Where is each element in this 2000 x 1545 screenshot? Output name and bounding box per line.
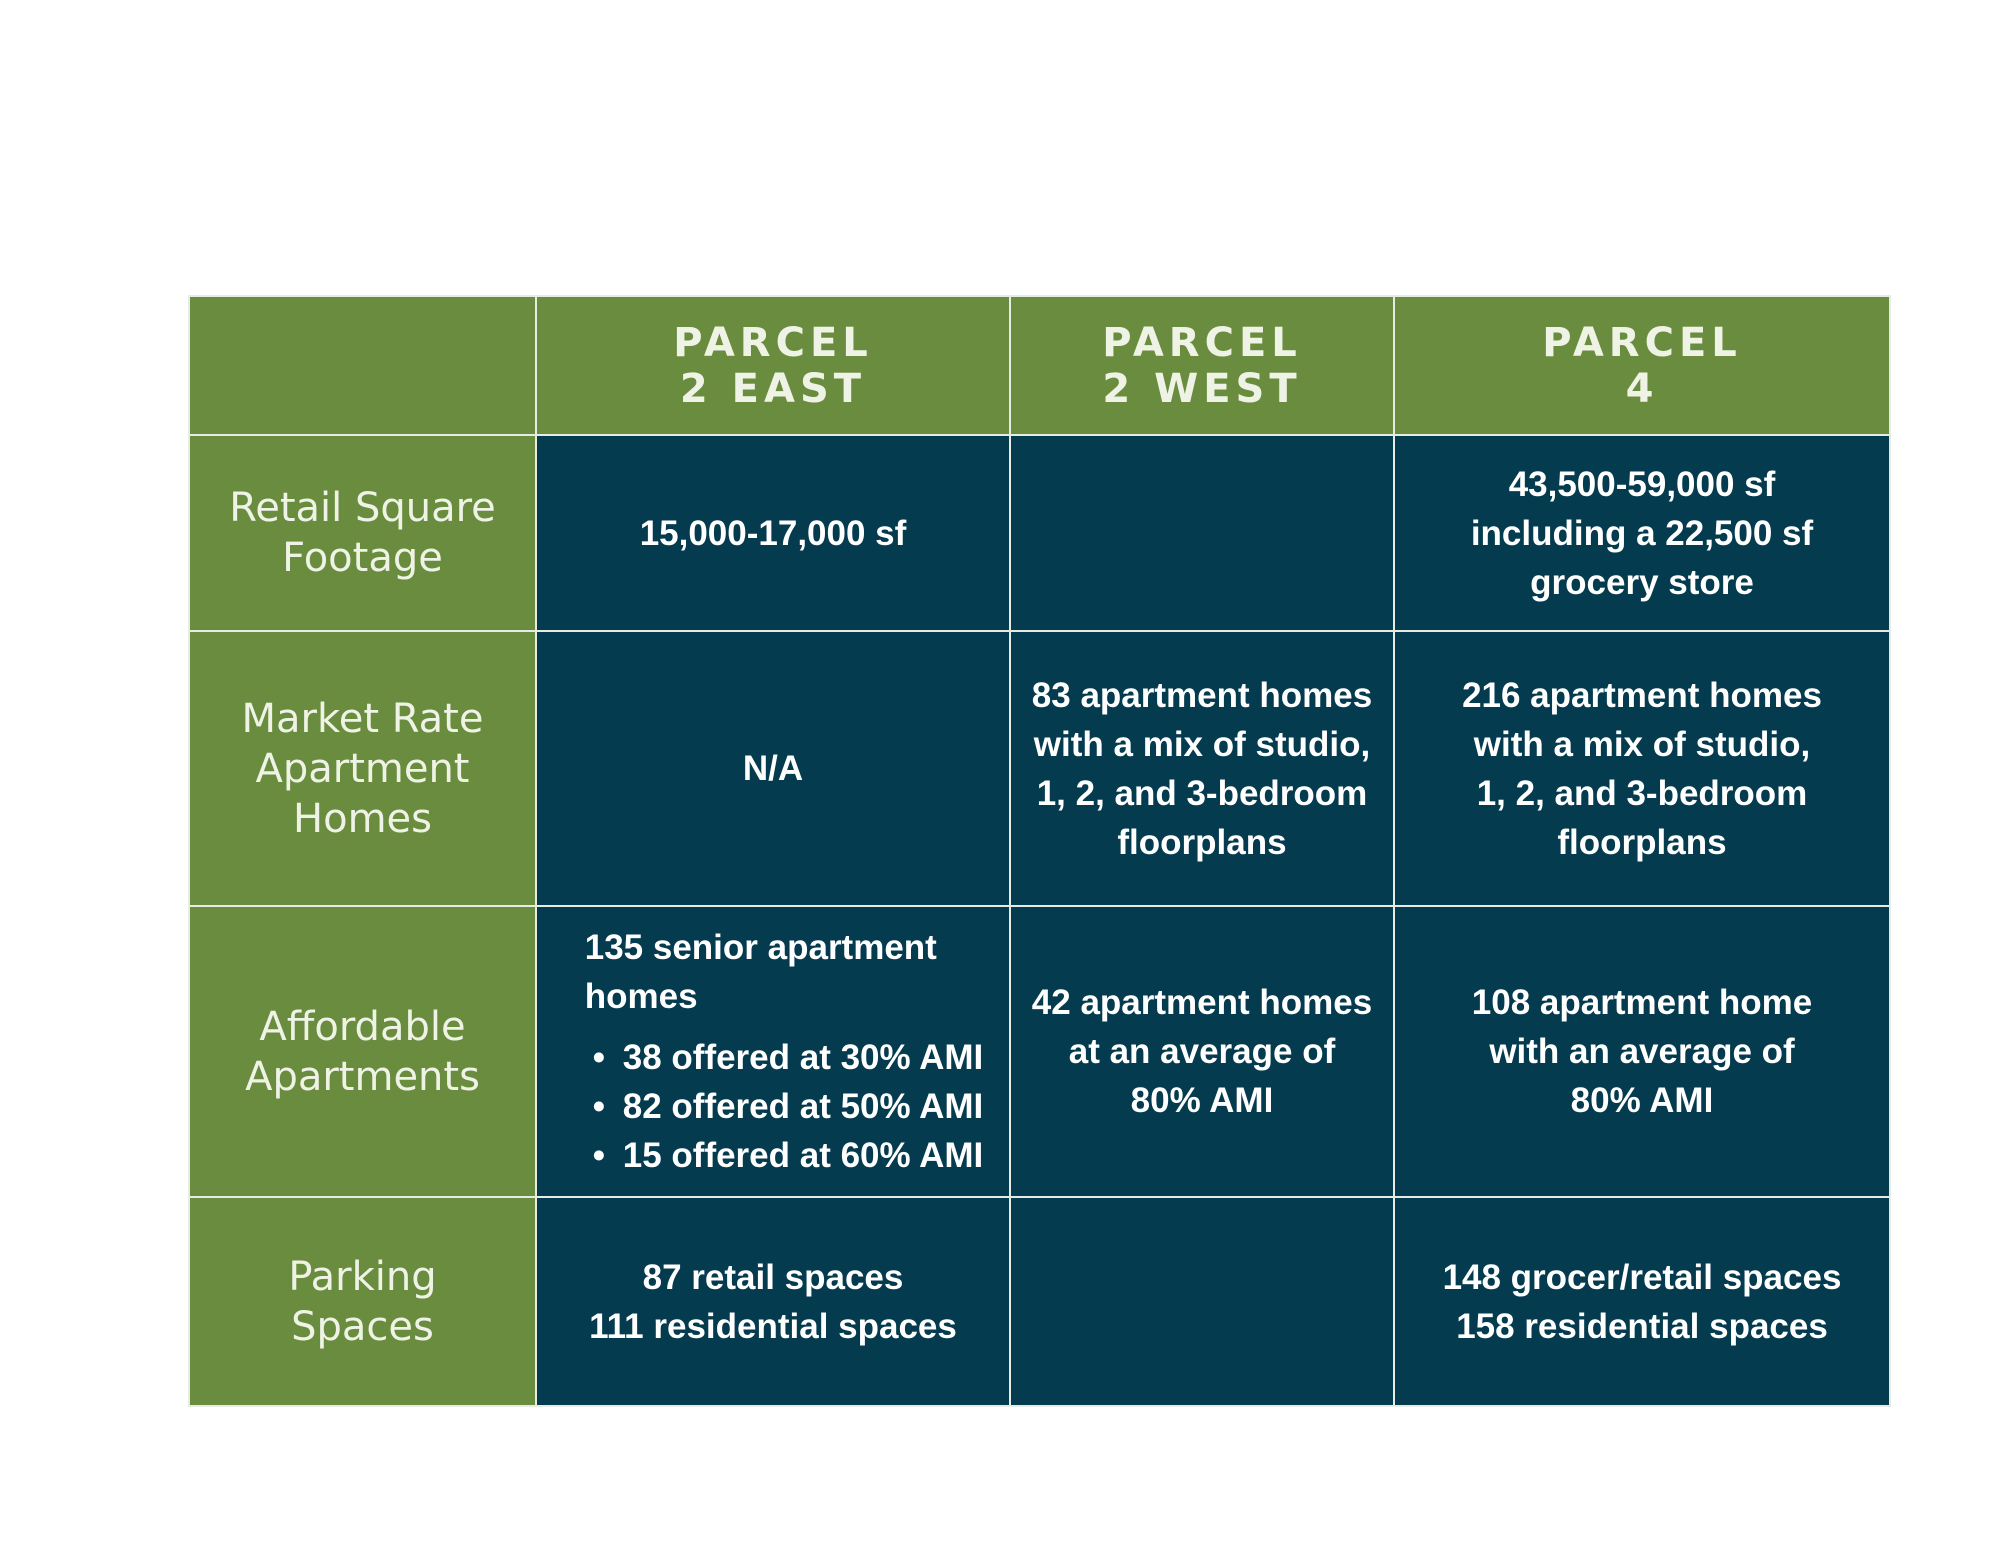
list-item: • 38 offered at 30% AMI (593, 1033, 983, 1082)
cell-text-line: 135 senior apartment (584, 928, 937, 967)
header-row (189, 296, 1890, 435)
header-parcel-4 (1394, 296, 1890, 435)
cell-text-line: 83 apartment homes (1031, 675, 1373, 715)
cell-text-line: 80% AMI (1130, 1081, 1274, 1120)
cell-text-line: 108 apartment home (1471, 983, 1813, 1022)
header-parcel-2-west-line1: PARCEL (1102, 319, 1302, 366)
cell-text-line: 43,500-59,000 sf (1508, 464, 1776, 504)
retail-parcel-2-east (536, 435, 1010, 631)
corner-cell (189, 296, 536, 435)
cell-text-line: grocery store (1530, 562, 1754, 602)
cell-text-line: at an average of (1068, 1032, 1336, 1071)
cell-text-line: floorplans (1117, 822, 1287, 862)
row-label-affordable (189, 906, 536, 1197)
parking-row (189, 1197, 1890, 1406)
cell-text-line: 1, 2, and 3-bedroom (1476, 773, 1808, 813)
cell-text-line: Apartment (255, 745, 470, 792)
cell-text-line: with an average of (1489, 1032, 1795, 1071)
cell-text-line: homes (584, 977, 698, 1016)
row-label-market-rate (189, 631, 536, 906)
cell-text-line: 87 retail spaces (642, 1257, 904, 1297)
parking-parcel-4 (1394, 1197, 1890, 1406)
market-parcel-2-west (1010, 631, 1394, 906)
cell-text-line: 1, 2, and 3-bedroom (1036, 773, 1368, 813)
list-item: • 15 offered at 60% AMI (593, 1131, 983, 1180)
row-label-parking (189, 1197, 536, 1406)
parking-parcel-2-east (536, 1197, 1010, 1406)
cell-text-line: Homes (293, 795, 432, 842)
cell-text-line: 15,000-17,000 sf (639, 513, 907, 553)
cell-text-line: N/A (742, 749, 804, 788)
parcel-comparison-table (188, 295, 1891, 1407)
cell-text-line: Footage (282, 535, 443, 581)
affordable-row (189, 906, 1890, 1197)
header-parcel-2-east-line2: 2 EAST (679, 365, 867, 412)
cell-text-line: Apartments (245, 1053, 480, 1100)
cell-text-line: 216 apartment homes (1462, 675, 1822, 715)
header-parcel-2-east-line1: PARCEL (673, 319, 873, 366)
affordable-ami-list (563, 1033, 983, 1180)
retail-parcel-2-west (1010, 435, 1394, 631)
cell-text-line: floorplans (1557, 822, 1727, 862)
header-parcel-4-line2: 4 (1625, 365, 1659, 412)
cell-text-line: 158 residential spaces (1456, 1306, 1828, 1346)
cell-text-line: with a mix of studio, (1473, 724, 1811, 764)
list-item: • 82 offered at 50% AMI (593, 1082, 983, 1131)
cell-text-line: Affordable (259, 1003, 466, 1050)
retail-parcel-4 (1394, 435, 1890, 631)
cell-text-line: Market Rate (241, 695, 484, 742)
header-parcel-2-east (536, 296, 1010, 435)
market-parcel-4 (1394, 631, 1890, 906)
row-label-retail (189, 435, 536, 631)
header-parcel-4-line1: PARCEL (1542, 319, 1742, 366)
affordable-parcel-2-east-content (563, 923, 983, 1180)
cell-text-line: including a 22,500 sf (1470, 513, 1814, 553)
cell-text-line: 111 residential spaces (589, 1306, 957, 1346)
cell-text-line: Spaces (291, 1303, 434, 1350)
parking-parcel-2-west (1010, 1197, 1394, 1406)
header-parcel-2-west (1010, 296, 1394, 435)
affordable-parcel-4 (1394, 906, 1890, 1197)
affordable-intro (563, 923, 983, 1021)
cell-text-line: 148 grocer/retail spaces (1442, 1257, 1842, 1297)
affordable-parcel-2-east (536, 906, 1010, 1197)
cell-text-line: Retail Square (229, 485, 496, 531)
market-parcel-2-east (536, 631, 1010, 906)
market-rate-row (189, 631, 1890, 906)
cell-text-line: with a mix of studio, (1033, 724, 1371, 764)
cell-text-line: 42 apartment homes (1031, 983, 1373, 1022)
retail-row (189, 435, 1890, 631)
header-parcel-2-west-line2: 2 WEST (1102, 365, 1302, 412)
cell-text-line: Parking (288, 1253, 437, 1300)
affordable-parcel-2-west (1010, 906, 1394, 1197)
cell-text-line: 80% AMI (1570, 1081, 1714, 1120)
